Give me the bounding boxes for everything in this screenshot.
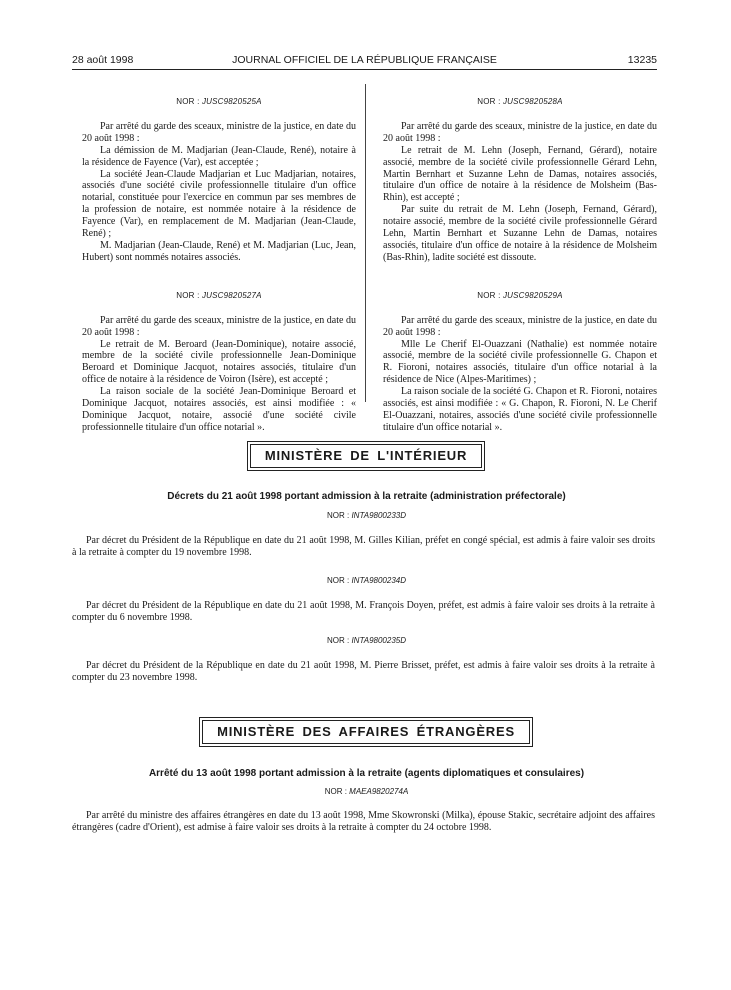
paragraph: Mlle Le Cherif El-Ouazzani (Nathalie) est nommée notaire associé, membre de la société civile professionnelle G. Chapon et R. Fioroni, notaires associés, titulaire d'un office notarial à la résidence de Nice (Alpes-Maritimes) ; xyxy=(383,338,657,386)
decree-text: Par décret du Président de la République en date du 21 août 1998, M. Gilles Kilian, préfet en congé spécial, est admis à faire valoir ses droits à la retraite à compter du 19 novembre 1998. xyxy=(72,535,655,558)
nor-reference: NOR : JUSC9820527A xyxy=(176,290,262,300)
nor-reference: NOR : INTA9800234D xyxy=(326,576,407,585)
nor-reference: NOR : INTA9800233D xyxy=(326,511,407,520)
decree-title: Décrets du 21 août 1998 portant admission à la retraite (administration préfectorale) xyxy=(167,491,566,502)
paragraph: Le retrait de M. Lehn (Joseph, Fernand, Gérard), notaire associé, membre de la société civile professionnelle Gérard Lehn, Martin Bernhart et Suzanne Lehn de Damas, notaires associés, titulaire d'un office de notaire à la résidence de Molsheim (Bas-Rhin), est accepté ; xyxy=(383,144,657,204)
header-rule xyxy=(72,69,657,70)
left-column xyxy=(82,96,356,434)
nor-reference: NOR : INTA9800235D xyxy=(326,636,407,645)
page-header xyxy=(72,52,657,68)
paragraph: Par arrêté du garde des sceaux, ministre de la justice, en date du 20 août 1998 : xyxy=(82,314,356,338)
paragraph: Le retrait de M. Beroard (Jean-Dominique), notaire associé, membre de la société civile professionnelle Jean-Dominique Beroard et Dominique Jacquot, notaires associés, titulaire d'un office de notaire à la résidence de Voiron (Isère), est accepté ; xyxy=(82,338,356,386)
page-number: 13235 xyxy=(627,54,657,66)
decree-title: Arrêté du 13 août 1998 portant admission à la retraite (agents diplomatiques et consulaires) xyxy=(148,768,585,779)
ministry-heading: MINISTÈRE DES AFFAIRES ÉTRANGÈRES xyxy=(202,720,530,744)
paragraph: La raison sociale de la société G. Chapon et R. Fioroni, notaires associés, est ainsi modifiée : « G. Chapon, R. Fioroni, N. Le Cherif El-Ouazzani, notaires, associés d'une société civile professionnelle titulaire d'un office notarial ». xyxy=(383,386,657,433)
decree-text: Par décret du Président de la République en date du 21 août 1998, M. François Doyen, préfet, est admis à faire valoir ses droits à la retraite à compter du 6 novembre 1998. xyxy=(72,600,655,623)
paragraph: Par arrêté du garde des sceaux, ministre de la justice, en date du 20 août 1998 : xyxy=(383,120,657,144)
column-divider xyxy=(365,84,366,402)
paragraph: La société Jean-Claude Madjarian et Luc Madjarian, notaires, associés d'une société civile professionnelle titulaire d'un office notarial, constituée pour l'exercice en commun par ses membres de la profession de notaire, est nommée notaire à la résidence de Fayence (Var), en remplacement de M. Madjarian (Jean-Claude, René) ; xyxy=(82,168,356,240)
ministry-affaires-heading-box xyxy=(199,717,533,747)
decree-text: Par arrêté du ministre des affaires étrangères en date du 13 août 1998, Mme Skowronski (Milka), épouse Stakic, secrétaire adjoint des affaires étrangères (cadre d'Orient), est admise à faire valoir ses droits à la retraite à compter du 24 octobre 1998. xyxy=(72,810,655,833)
nor-reference: NOR : JUSC9820525A xyxy=(176,97,262,106)
nor-reference: NOR : JUSC9820529A xyxy=(477,290,563,300)
paragraph: La raison sociale de la société Jean-Dominique Beroard et Dominique Jacquot, notaires associés, est ainsi modifiée : « Dominique Jacquot, notaire, associé d'une société civile professionnelle titulaire d'un office notarial ». xyxy=(82,386,356,433)
decree-text: Par décret du Président de la République en date du 21 août 1998, M. Pierre Brisset, préfet, est admis à faire valoir ses droits à la retraite à compter du 23 novembre 1998. xyxy=(72,660,655,683)
nor-reference: NOR : JUSC9820528A xyxy=(477,97,563,106)
right-column xyxy=(383,96,657,434)
paragraph: Par arrêté du garde des sceaux, ministre de la justice, en date du 20 août 1998 : xyxy=(82,120,356,144)
ministry-heading: MINISTÈRE DE L'INTÉRIEUR xyxy=(250,444,482,468)
journal-title: JOURNAL OFFICIEL DE LA RÉPUBLIQUE FRANÇAISE xyxy=(232,54,497,66)
paragraph: Par arrêté du garde des sceaux, ministre de la justice, en date du 20 août 1998 : xyxy=(383,314,657,338)
header-date: 28 août 1998 xyxy=(72,54,134,66)
paragraph: La démission de M. Madjarian (Jean-Claude, René), notaire à la résidence de Fayence (Var), est acceptée ; xyxy=(82,144,356,168)
paragraph: Par suite du retrait de M. Lehn (Joseph, Fernand, Gérard), notaire associé, membre de la société civile professionnelle Gérard Lehn, Martin Bernhart et Suzanne Lehn de Damas, notaires associés, titulaire d'un office de notaire à la résidence de Molsheim (Bas-Rhin), ladite société est dissoute. xyxy=(383,204,657,263)
nor-reference: NOR : MAEA9820274A xyxy=(324,787,409,796)
ministry-interieur-heading-box xyxy=(247,441,485,471)
paragraph: M. Madjarian (Jean-Claude, René) et M. Madjarian (Luc, Jean, Hubert) sont nommés notaires associés. xyxy=(82,239,356,263)
